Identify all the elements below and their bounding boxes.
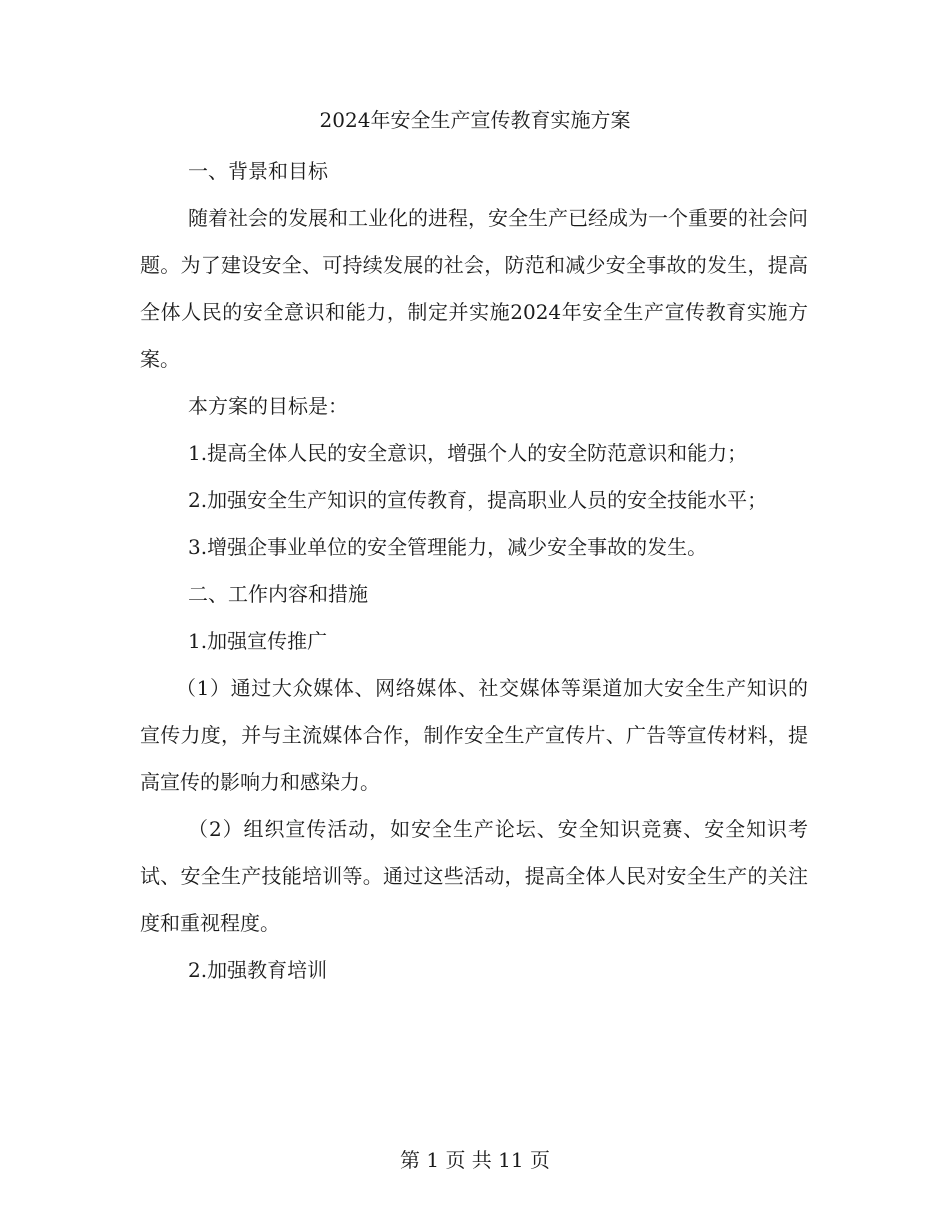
section-heading-work-content: 二、工作内容和措施 [188,582,368,606]
subheading-publicity: 1.加强宣传推广 [188,629,328,653]
goal-item-1: 1.提高全体人民的安全意识，增强个人的安全防范意识和能力； [188,441,748,465]
goal-item-3: 3.增强企事业单位的安全管理能力，减少安全事故的发生。 [188,535,708,559]
document-title: 2024年安全生产宣传教育实施方案 [319,108,631,132]
paragraph-goals-intro: 本方案的目标是： [188,394,348,418]
section-heading-background: 一、背景和目标 [188,159,328,183]
paragraph-background: 随着社会的发展和工业化的进程，安全生产已经成为一个重要的社会问题。为了建设安全、可持续发展的社会，防范和减少安全事故的发生，提高全体人民的安全意识和能力，制定并实施2024年安全生产宣传教育实施方案。 [140,206,808,371]
paragraph-publicity-2: （2）组织宣传活动，如安全生产论坛、安全知识竞赛、安全知识考试、安全生产技能培训等。通过这些活动，提高全体人民对安全生产的关注度和重视程度。 [140,817,808,935]
page-footer: 第 1 页 共 11 页 [400,1148,550,1172]
subheading-education: 2.加强教育培训 [188,958,328,982]
paragraph-publicity-1: （1）通过大众媒体、网络媒体、社交媒体等渠道加大安全生产知识的宣传力度，并与主流媒体合作，制作安全生产宣传片、广告等宣传材料，提高宣传的影响力和感染力。 [140,676,808,794]
document-body [140,148,808,994]
goal-item-2: 2.加强安全生产知识的宣传教育，提高职业人员的安全技能水平； [188,488,768,512]
